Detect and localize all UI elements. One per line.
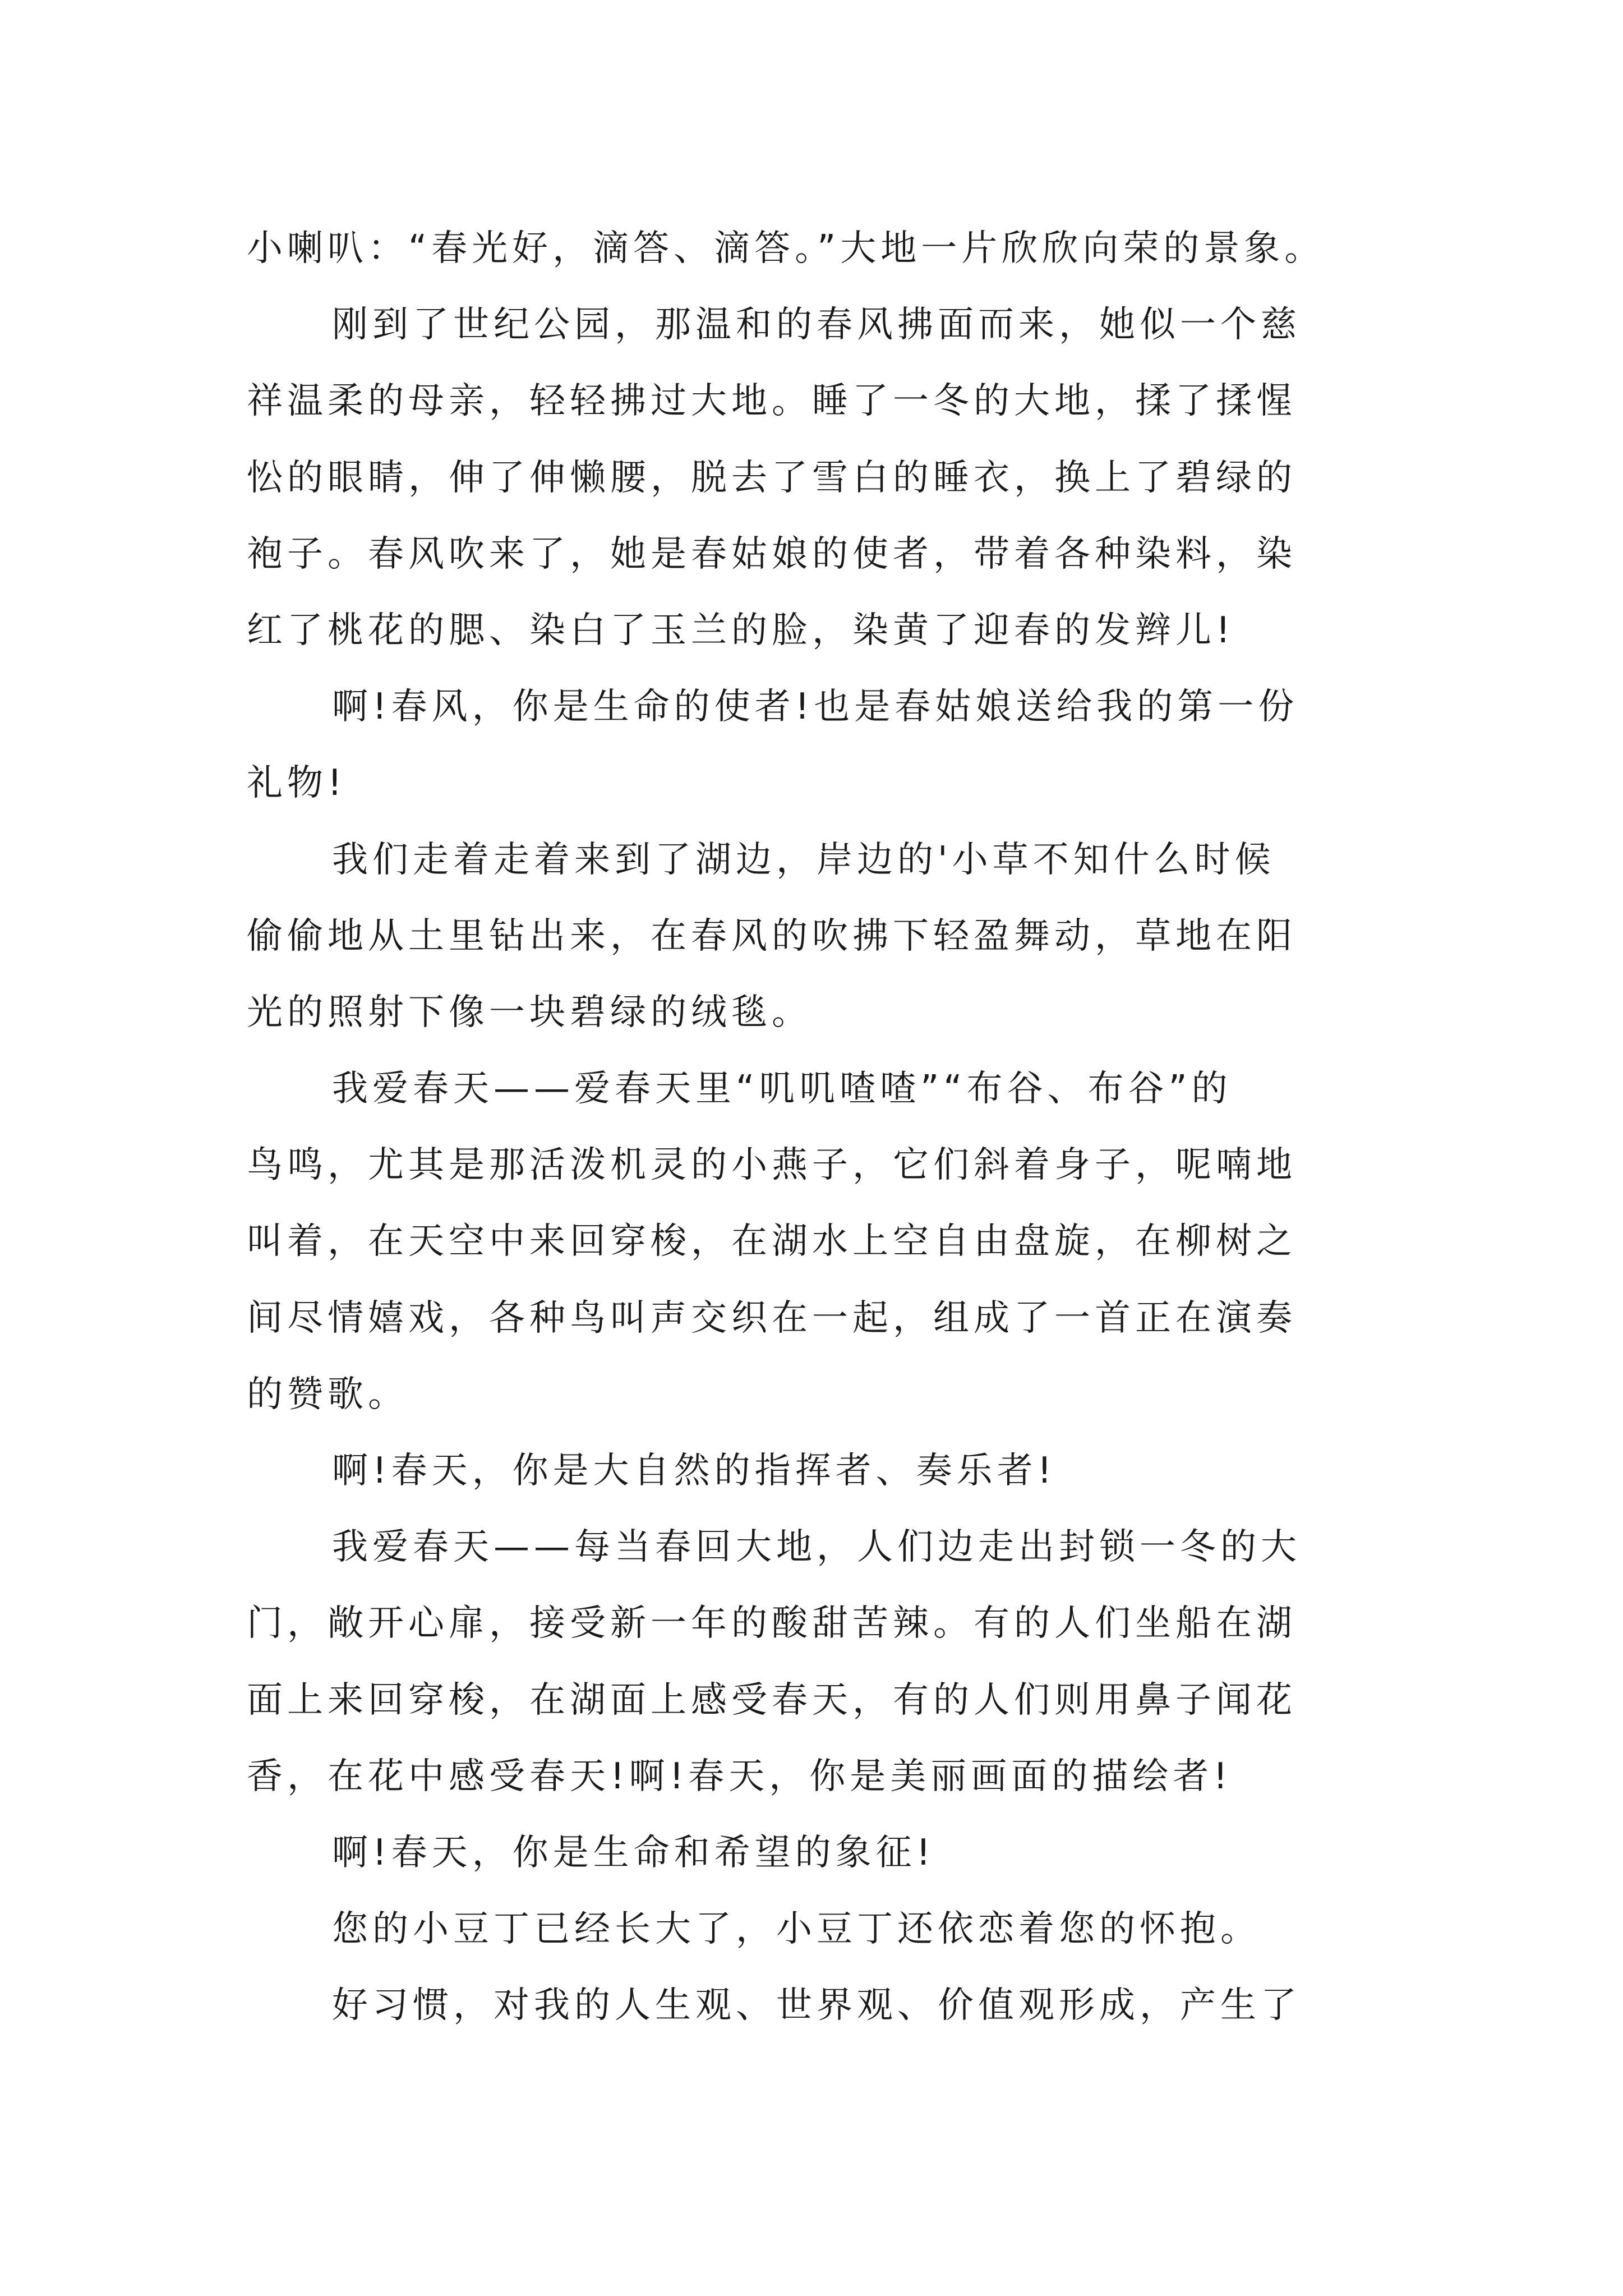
text-line: 您的小豆丁已经长大了，小豆丁还依恋着您的怀抱。 <box>332 1908 1261 1950</box>
text-line: 门，敞开心扉，接受新一年的酸甜苦辣。有的人们坐船在湖 <box>247 1603 1297 1645</box>
document-body <box>247 210 1424 2044</box>
text-line: 刚到了世纪公园，那温和的春风拂面而来，她似一个慈 <box>332 304 1301 346</box>
text-line: 啊!春天，你是生命和希望的象征! <box>332 1832 935 1874</box>
text-line: 啊!春天，你是大自然的指挥者、奏乐者! <box>332 1450 1057 1492</box>
text-line: 忪的眼睛，伸了伸懒腰，脱去了雪白的睡衣，换上了碧绿的 <box>247 457 1297 499</box>
text-line: 礼物! <box>247 762 347 804</box>
text-line: 袍子。春风吹来了，她是春姑娘的使者，带着各种染料，染 <box>247 533 1297 575</box>
text-line: 祥温柔的母亲，轻轻拂过大地。睡了一冬的大地，揉了揉惺 <box>247 380 1297 422</box>
text-line: 面上来回穿梭，在湖面上感受春天，有的人们则用鼻子闻花 <box>247 1679 1297 1721</box>
text-line: 我们走着走着来到了湖边，岸边的'小草不知什么时候 <box>332 839 1275 881</box>
text-line: 小喇叭：“春光好，滴答、滴答。”大地一片欣欣向荣的景象。 <box>247 228 1325 269</box>
text-line: 间尽情嬉戏，各种鸟叫声交织在一起，组成了一首正在演奏 <box>247 1297 1297 1339</box>
text-line: 的赞歌。 <box>247 1373 408 1415</box>
text-line: 光的照射下像一块碧绿的绒毯。 <box>247 991 812 1033</box>
text-line: 叫着，在天空中来回穿梭，在湖水上空自由盘旋，在柳树之 <box>247 1221 1297 1263</box>
text-line: 鸟鸣，尤其是那活泼机灵的小燕子，它们斜着身子，呢喃地 <box>247 1144 1297 1186</box>
text-line: 我爱春天——每当春回大地，人们边走出封锁一冬的大 <box>332 1526 1301 1568</box>
text-line: 红了桃花的腮、染白了玉兰的脸，染黄了迎春的发辫儿! <box>247 609 1235 651</box>
text-line: 偷偷地从土里钻出来，在春风的吹拂下轻盈舞动，草地在阳 <box>247 915 1297 957</box>
text-line: 香，在花中感受春天!啊!春天，你是美丽画面的描绘者! <box>247 1755 1232 1797</box>
text-line: 啊!春风，你是生命的使者!也是春姑娘送给我的第一份 <box>332 686 1299 728</box>
text-line: 我爱春天——爱春天里“叽叽喳喳”“布谷、布谷”的 <box>332 1068 1232 1110</box>
text-line: 好习惯，对我的人生观、世界观、价值观形成，产生了 <box>332 1985 1301 2027</box>
